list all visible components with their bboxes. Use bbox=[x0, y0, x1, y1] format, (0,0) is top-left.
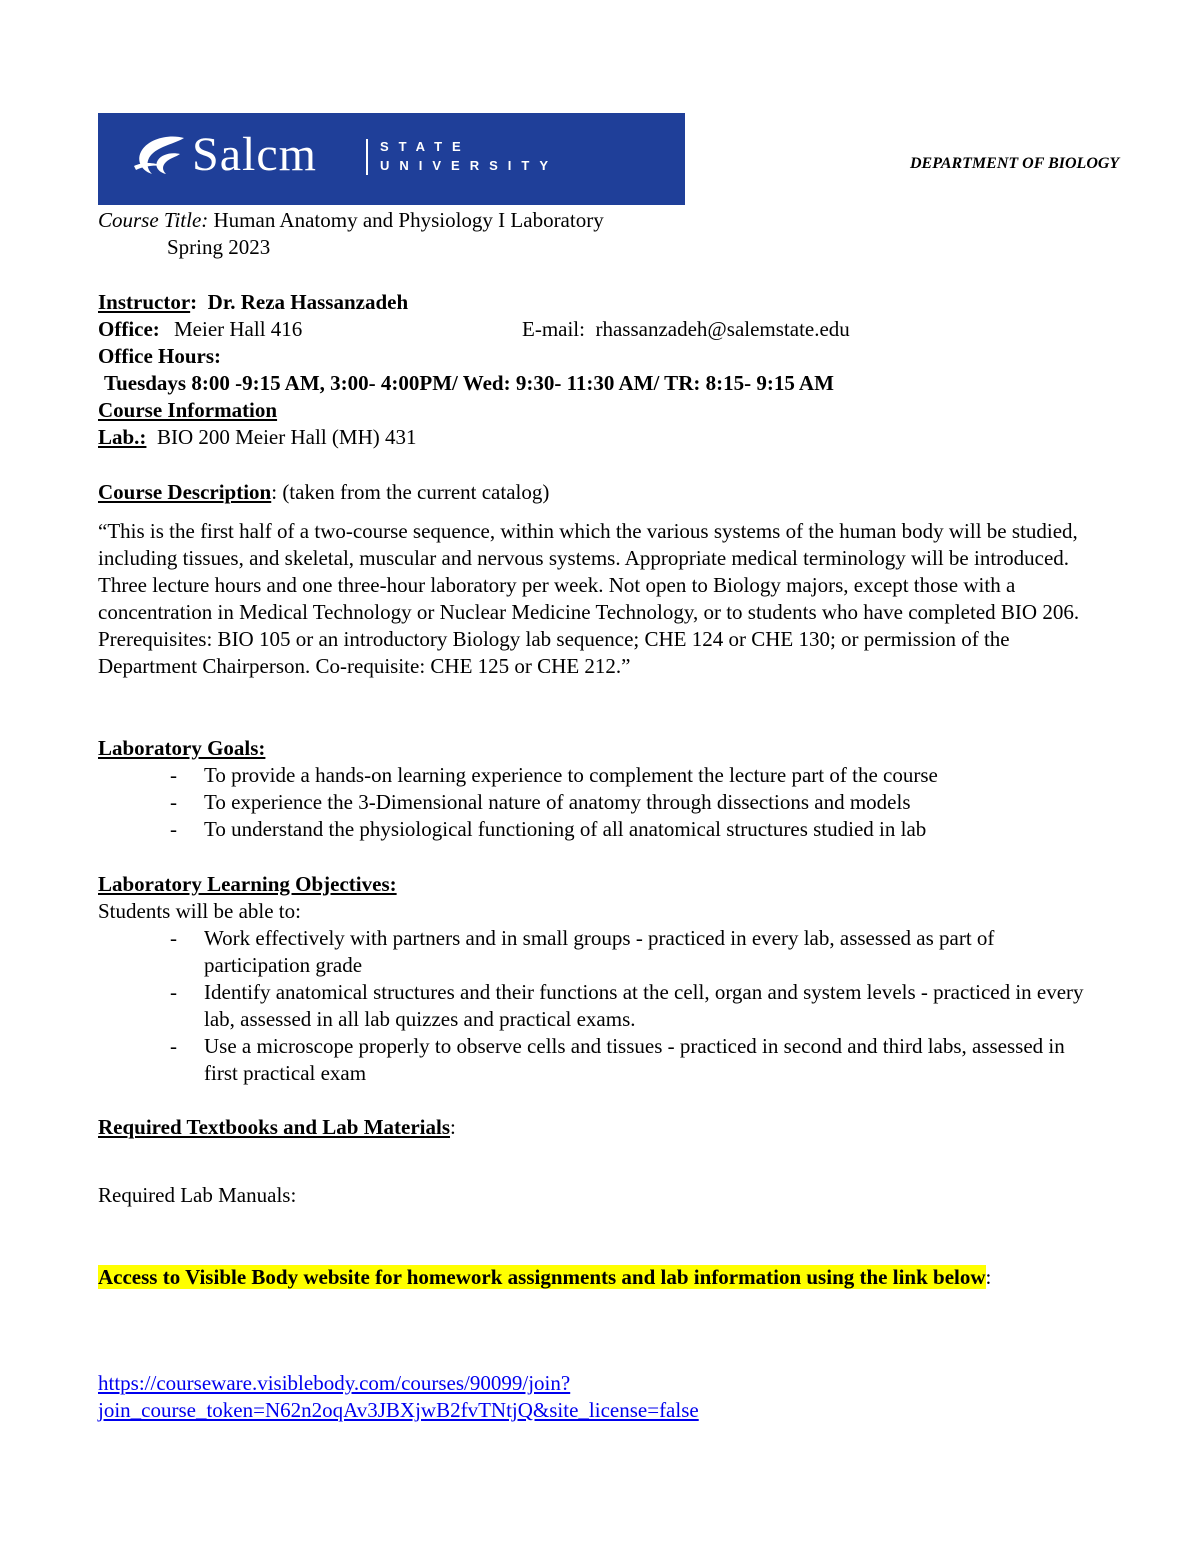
list-item bbox=[98, 979, 1098, 1033]
list-item bbox=[98, 762, 1108, 789]
office-line bbox=[98, 316, 160, 343]
objectives-intro: Students will be able to: bbox=[98, 899, 301, 923]
objectives-list bbox=[98, 925, 1098, 1087]
visible-body-link-line1[interactable]: https://courseware.visiblebody.com/courses/90099/join? bbox=[98, 1371, 571, 1395]
list-item bbox=[98, 1033, 1098, 1087]
lab-manuals-label: Required Lab Manuals: bbox=[98, 1183, 297, 1207]
list-item bbox=[98, 816, 1108, 843]
goal-text: To experience the 3-Dimensional nature of anatomy through dissections and models bbox=[204, 790, 911, 814]
list-item bbox=[98, 789, 1108, 816]
materials-heading: Required Textbooks and Lab Materials bbox=[98, 1115, 451, 1139]
course-title-line bbox=[98, 207, 604, 234]
office-value: Meier Hall 416 bbox=[174, 317, 303, 341]
dash-bullet: - bbox=[170, 790, 177, 814]
dash-bullet: - bbox=[170, 763, 177, 787]
visible-body-link[interactable] bbox=[98, 1370, 699, 1424]
goal-text: To understand the physiological functioning of all anatomical structures studied in lab bbox=[204, 817, 927, 841]
dash-bullet: - bbox=[170, 980, 177, 1004]
description-note: : (taken from the current catalog) bbox=[271, 480, 550, 504]
visible-body-link-line2[interactable]: join_course_token=N62n2oqAv3JBXjwB2fvTNtjQ&site_license=false bbox=[98, 1398, 699, 1422]
logo-wordmark: Salcm bbox=[192, 128, 317, 181]
lab-value: BIO 200 Meier Hall (MH) 431 bbox=[156, 425, 417, 449]
course-term: Spring 2023 bbox=[167, 235, 271, 259]
description-text: “This is the first half of a two-course sequence, within which the various systems of the human body will be studied, including tissues, and skeletal, muscular and nervous systems. Appropriate medical terminology will be introduced. Three lecture hours and one three-hour laboratory per week. Not open to Biology majors, except those with a concentration in Medical Technology or Nuclear Medicine Technology, or to students who have completed BIO 206. Prerequisites: BIO 105 or an introductory Biology lab sequence; CHE 124 or CHE 130; or permission of the Department Chairperson. Co-requisite: CHE 125 or CHE 212.” bbox=[98, 519, 1080, 678]
office-label: Office: bbox=[98, 317, 160, 341]
email-line bbox=[522, 316, 850, 343]
objective-text: Work effectively with partners and in small groups - practiced in every lab, assessed as part of participation grade bbox=[204, 926, 995, 977]
email-value: rhassanzadeh@salemstate.edu bbox=[595, 317, 850, 341]
description-heading: Course Description bbox=[98, 480, 272, 504]
list-item bbox=[98, 925, 1098, 979]
goals-list bbox=[98, 762, 1108, 843]
university-logo-banner bbox=[98, 113, 685, 205]
visible-body-colon: : bbox=[985, 1265, 992, 1289]
lab-label: Lab.: bbox=[98, 425, 147, 449]
flame-logo-icon bbox=[132, 132, 188, 180]
course-title-value: Human Anatomy and Physiology I Laboratory bbox=[208, 208, 604, 232]
visible-body-notice bbox=[98, 1264, 1078, 1291]
goals-heading: Laboratory Goals: bbox=[98, 736, 266, 760]
goal-text: To provide a hands-on learning experience to complement the lecture part of the course bbox=[204, 763, 938, 787]
logo-divider bbox=[366, 139, 368, 175]
email-label: E-mail: bbox=[522, 317, 585, 341]
logo-subtitle-state: STATE bbox=[380, 139, 471, 154]
dash-bullet: - bbox=[170, 926, 177, 950]
instructor-colon: : bbox=[190, 290, 198, 314]
logo-subtitle-university: UNIVERSITY bbox=[380, 158, 559, 173]
materials-colon: : bbox=[450, 1115, 456, 1139]
office-hours-label: Office Hours: bbox=[98, 344, 222, 368]
department-label: DEPARTMENT OF BIOLOGY bbox=[910, 155, 1120, 172]
office-hours-value: Tuesdays 8:00 -9:15 AM, 3:00- 4:00PM/ Wed: 9:30- 11:30 AM/ TR: 8:15- 9:15 AM bbox=[104, 371, 834, 395]
objective-text: Use a microscope properly to observe cells and tissues - practiced in second and third labs, assessed in first practical exam bbox=[204, 1034, 1065, 1085]
instructor-label: Instructor bbox=[98, 290, 191, 314]
course-title-label: Course Title: bbox=[98, 208, 209, 232]
dash-bullet: - bbox=[170, 1034, 177, 1058]
objective-text: Identify anatomical structures and their functions at the cell, organ and system levels - practiced in every lab, assessed in all lab quizzes and practical exams. bbox=[204, 980, 1084, 1031]
instructor-name: Dr. Reza Hassanzadeh bbox=[207, 290, 409, 314]
instructor-line bbox=[98, 289, 408, 316]
dash-bullet: - bbox=[170, 817, 177, 841]
visible-body-notice-text: Access to Visible Body website for homework assignments and lab information using the link below bbox=[98, 1265, 986, 1289]
description-heading-line bbox=[98, 479, 549, 506]
course-information-heading: Course Information bbox=[98, 398, 278, 422]
lab-line bbox=[98, 424, 416, 451]
objectives-heading: Laboratory Learning Objectives: bbox=[98, 872, 397, 896]
materials-heading-line bbox=[98, 1114, 456, 1141]
